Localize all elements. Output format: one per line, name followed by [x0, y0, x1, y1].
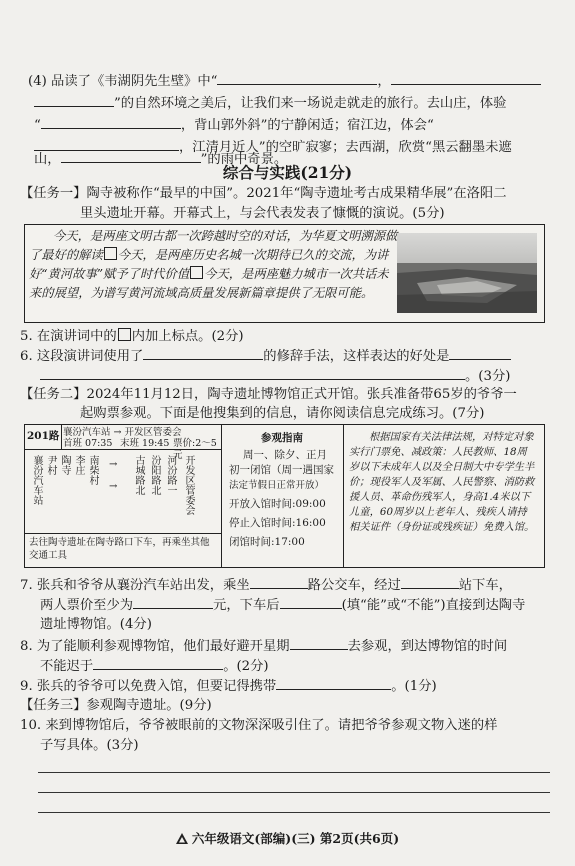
excavation-site-photo [397, 233, 537, 313]
section-title: 综合与实践(21分) [222, 163, 353, 182]
q6-line-2: 。(3分) [40, 367, 510, 385]
policy-text: 根据国家有关法律法规，对特定对象实行门票免、减政策：人民教师、18周岁以下未成年人以及全日制大中专学生半价；现役军人及军属、人民警察、消防救援人员、革命伤残军人，身高1.4米以下儿童，60周岁以上老年人、残疾人请持相关证件（身份证或残疾证）免费入馆。 [349, 431, 535, 533]
guide-line: 开放入馆时间:09:00 [229, 498, 326, 510]
blank[interactable] [40, 367, 465, 380]
task3-line-1: 【任务三】参观陶寺遗址。(9分) [20, 698, 212, 713]
visit-guide [229, 425, 335, 567]
page-footer: 六年级语文(部编)(三) 第2页(共6页) [0, 829, 575, 847]
q4-line-1: (4) 品读了《韦湖阴先生壁》中“ ， [28, 72, 541, 90]
guide-line: 闭馆时间:17:00 [229, 536, 305, 548]
bus-route: 201路 [27, 430, 60, 442]
blank[interactable] [41, 116, 181, 129]
bus-stop: 汾阳路北 [149, 455, 160, 495]
punctuation-box[interactable] [190, 266, 203, 279]
guide-title: 参观指南 [261, 432, 303, 444]
bus-stop: 尹村 [45, 455, 56, 475]
q7-line-2: 两人票价至少为 元，下车后 (填“能”或“不能”)直接到达陶寺 [40, 598, 526, 613]
bus-stop: 古城路北 [133, 455, 144, 495]
blank[interactable] [449, 347, 511, 360]
bus-stop: 陶寺 [59, 455, 70, 475]
guide-line: 法定节假日正常开放） [229, 480, 325, 491]
guide-line: 停止入馆时间:16:00 [229, 517, 326, 529]
guide-line: 周一、除夕、正月 [243, 449, 327, 461]
q7-line-1: 7. 张兵和爷爷从襄汾汽车站出发，乘坐 路公交车，经过 站下车， [20, 578, 512, 593]
divider [25, 533, 221, 534]
blank[interactable] [391, 72, 541, 85]
answer-line[interactable] [38, 792, 550, 793]
blank[interactable] [133, 596, 213, 609]
bus-stop: 开发区管委会 [183, 455, 194, 515]
arrow-icon: → [109, 481, 118, 492]
q4-line-5: 山， ”的雨中奇景。 [34, 152, 288, 167]
bus-stop: 南柴村 [87, 455, 98, 485]
bus-info [25, 425, 222, 567]
arrow-icon: → [109, 459, 118, 470]
route-badge [25, 425, 62, 450]
blank[interactable] [217, 72, 377, 85]
bus-first: 首班 07:35 [63, 438, 113, 449]
answer-line[interactable] [38, 812, 550, 813]
q8-line-2: 不能迟于 。(2分) [40, 659, 269, 674]
q10-line-1: 10. 来到博物馆后，爷爷被眼前的文物深深吸引住了。请把爷爷参观文物入迷的样 [20, 718, 498, 733]
q4-line-3: “ ，背山郭外斜”的宁静闲适；宿江边，体会“ [34, 118, 434, 133]
bus-stop: 襄汾汽车站 [31, 455, 42, 505]
speech-box [24, 224, 545, 323]
q6: 6. 这段演讲词使用了 的修辞手法，这样表达的好处是 [20, 347, 511, 365]
bus-stop: 河汾路一 [165, 455, 176, 495]
blank[interactable] [143, 347, 263, 360]
task1-line-2: 里头遗址开幕。开幕式上，与会代表发表了慷慨的演说。(5分) [80, 206, 445, 221]
bus-note: 去往陶寺遗址在陶寺路口下车，再乘坐其他交通工具 [29, 537, 210, 561]
bus-fare: 票价:2～5元 [173, 438, 217, 461]
q4-line-2: ”的自然环境之美后，让我们来一场说走就走的旅行。去山庄，体验 [34, 94, 506, 112]
q7-line-3: 遗址博物馆。(4分) [40, 617, 152, 632]
bus-last: 末班 19:45 [120, 438, 170, 449]
q5: 5. 在演讲词中的 内加上标点。(2分) [20, 329, 244, 344]
blank[interactable] [34, 94, 114, 107]
task1-line-1: 【任务一】陶寺被称作“最早的中国”。2021年“陶寺遗址考古成果精华展”在洛阳二 [20, 186, 507, 201]
box-icon [118, 328, 131, 341]
blank[interactable] [401, 576, 459, 589]
speech-text: 今天，是两座文明古都一次跨越时空的对话，为华夏文明溯源做了最好的解读 今天，是两座历史名城一次期待已久的交流，为讲好“黄河故事”赋予了时代价值 今天，是两座魅力城市一次共话未来的展望，为谱写黄河流域高质量发展新篇章提供了无限可能。 [29, 229, 398, 300]
blank[interactable] [290, 637, 348, 650]
task2-line-2: 起购票参观。下面是他搜集到的信息，请你阅读信息完成练习。(7分) [80, 406, 485, 421]
q8-line-1: 8. 为了能顺利参观博物馆，他们最好避开星期 去参观，到达博物馆的时间 [20, 639, 508, 654]
bus-name: 襄汾汽车站 → 开发区管委会 [63, 427, 182, 438]
blank[interactable] [250, 576, 308, 589]
divider [25, 449, 221, 450]
bus-stop: 李庄 [73, 455, 84, 475]
q4-line-4: ，江清月近人”的空旷寂寥；去西湖，欣赏“黑云翻墨未遮 [34, 138, 512, 156]
q10-line-2: 子写具体。(3分) [40, 738, 139, 753]
answer-line[interactable] [38, 772, 550, 773]
info-box [24, 424, 545, 568]
blank[interactable] [280, 596, 342, 609]
punctuation-box[interactable] [104, 247, 117, 260]
blank[interactable] [276, 677, 391, 690]
ticket-policy [343, 425, 542, 567]
task2-line-1: 【任务二】2024年11月12日，陶寺遗址博物馆正式开馆。张兵准备带65岁的爷爷一 [20, 387, 517, 402]
triangle-logo-icon [176, 833, 188, 844]
guide-line: 初一闭馆（周一遇国家 [229, 464, 334, 476]
blank[interactable] [93, 657, 223, 670]
q9: 9. 张兵的爷爷可以免费入馆，但要记得携带 。(1分) [20, 679, 437, 694]
